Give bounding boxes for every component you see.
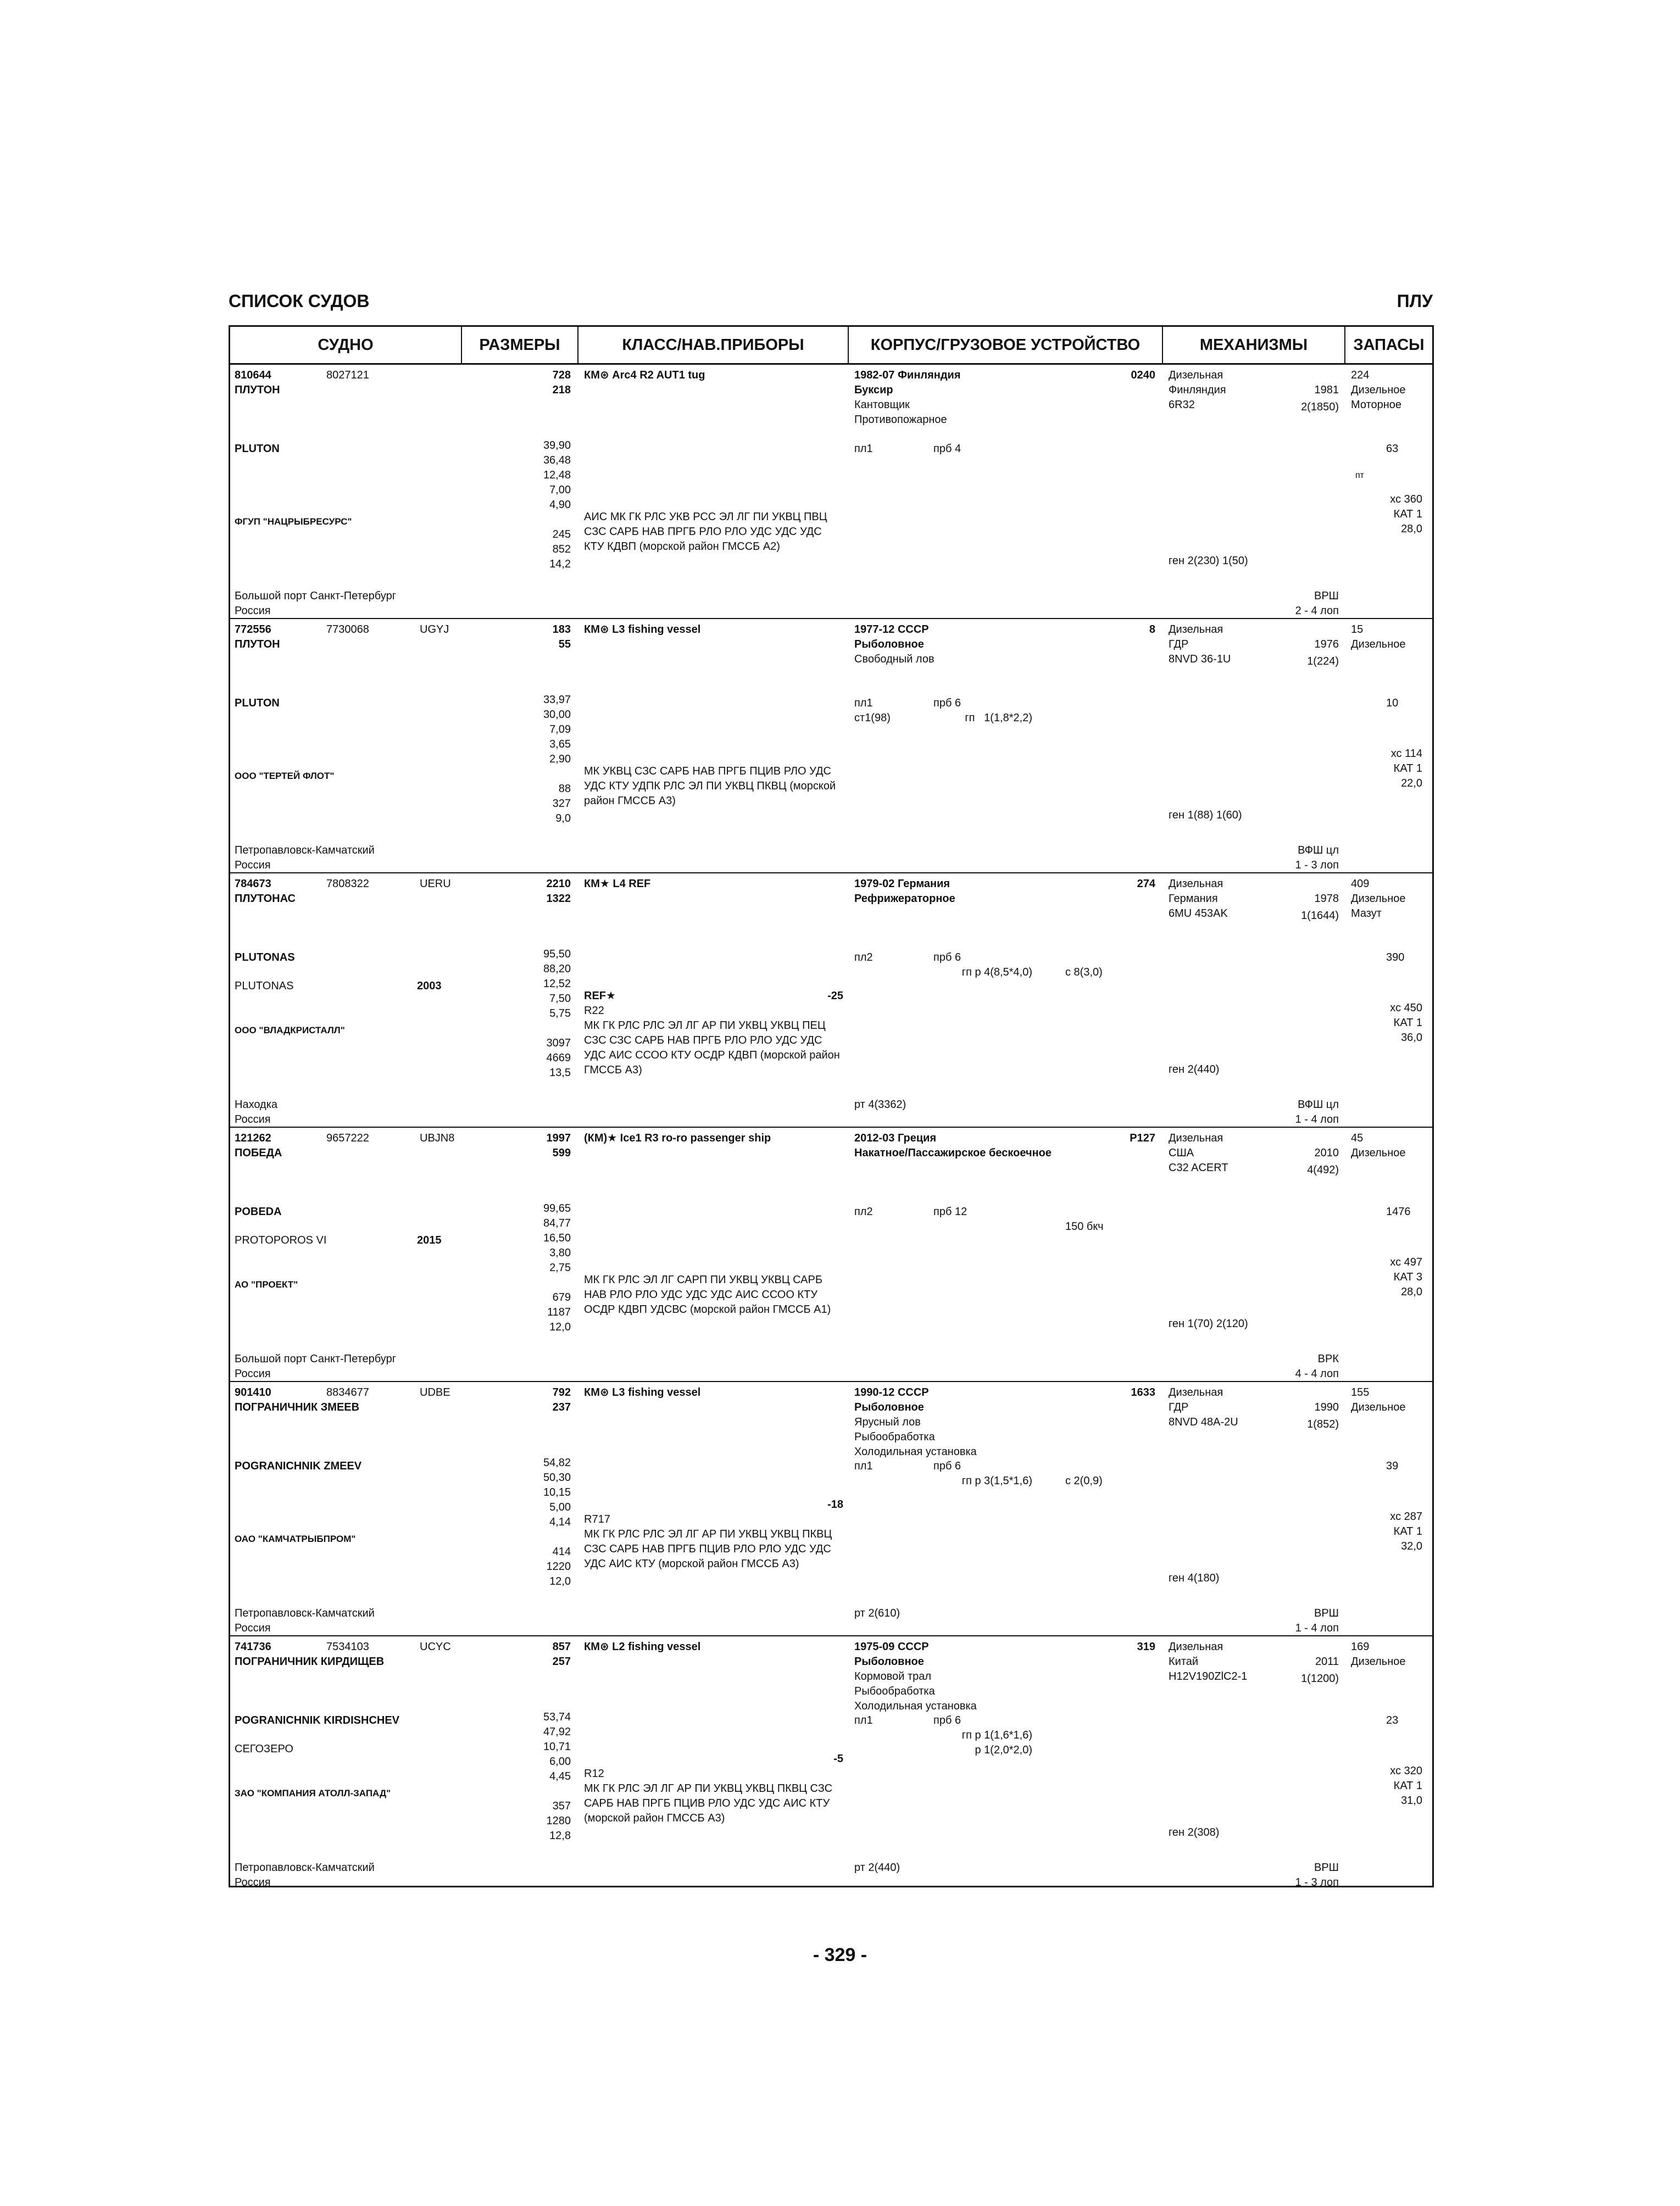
- registry-number: 784673: [235, 878, 271, 890]
- tonnage: 183 55: [552, 623, 571, 650]
- dimensions: 39,90 36,48 12,48 7,00 4,90: [543, 439, 571, 511]
- ship-type: Буксир: [854, 384, 893, 396]
- autonomy-crew: хс 114 КАТ 1 22,0: [1390, 748, 1422, 789]
- engine-power: 1(224): [1307, 655, 1339, 667]
- autonomy-crew: хс 450 КАТ 1 36,0: [1390, 1002, 1422, 1044]
- build-date-country: 1982-07 Финляндия: [854, 369, 961, 381]
- ship-class: КМ⊛ L3 fishing vessel: [584, 1386, 701, 1399]
- ship-name-ru: ПЛУТОНАС: [235, 893, 296, 905]
- column-header-machinery: МЕХАНИЗМЫ: [1199, 336, 1308, 354]
- column-header-dimensions: РАЗМЕРЫ: [479, 336, 560, 354]
- ship-name-ru: ПОГРАНИЧНИК ЗМЕЕВ: [235, 1401, 360, 1413]
- propeller-blades: 1 - 4 лоп: [1295, 1113, 1339, 1126]
- bulkheads: прб 4: [933, 443, 961, 455]
- ship-name-en: POGRANICHNIK ZMEEV: [235, 1460, 362, 1472]
- ship-type: Накатное/Пассажирское бескоечное: [854, 1147, 1052, 1159]
- water-capacity: 39: [1386, 1460, 1399, 1472]
- capacity: 414 1220 12,0: [546, 1546, 571, 1587]
- call-sign: UBJN8: [420, 1132, 455, 1144]
- table-header: [230, 327, 1432, 365]
- tonnage: 728 218: [552, 369, 571, 396]
- build-date-country: 1979-02 Германия: [854, 878, 950, 890]
- generators: ген 2(440): [1169, 1063, 1220, 1076]
- registry-number: 901410: [235, 1386, 271, 1399]
- home-port: Большой порт Санкт-Петербург: [235, 590, 397, 602]
- propeller: ВФШ цл: [1298, 844, 1339, 856]
- refrigerated-holds: рт 4(3362): [854, 1099, 906, 1111]
- capacity: 679 1187 12,0: [547, 1291, 571, 1333]
- build-date-country: 1990-12 СССР: [854, 1386, 929, 1399]
- hatches: гп р 1(1,6*1,6) р 1(2,0*2,0): [961, 1729, 1032, 1756]
- generators: ген 2(230) 1(50): [1169, 555, 1248, 567]
- build-date-country: 1975-09 СССР: [854, 1641, 929, 1653]
- ship-type: Рыболовное: [854, 638, 924, 650]
- ship-name-ru: ПЛУТОН: [235, 638, 280, 650]
- autonomy-crew: хс 287 КАТ 1 32,0: [1390, 1511, 1422, 1552]
- ship-name-ru: ПОГРАНИЧНИК КИРДИЩЕВ: [235, 1656, 385, 1668]
- ship-purpose: Свободный лов: [854, 653, 934, 665]
- engine-power: 1(1644): [1301, 910, 1339, 922]
- ship-name-en: PLUTON: [235, 443, 280, 455]
- water-capacity: 23: [1386, 1714, 1399, 1726]
- oil-type: Моторное: [1351, 399, 1402, 411]
- fuel-capacity: 169: [1351, 1641, 1370, 1653]
- hatches: гп р 4(8,5*4,0): [961, 966, 1032, 978]
- propeller-blades: 1 - 3 лоп: [1295, 859, 1339, 871]
- dimensions: 33,97 30,00 7,09 3,65 2,90: [543, 694, 571, 765]
- registry-number: 810644: [235, 369, 271, 381]
- fuel-type: Дизельное: [1351, 1656, 1406, 1668]
- engine-type: Дизельная: [1169, 369, 1223, 381]
- nav-equipment: МК УКВЦ СЗС САРБ НАВ ПРГБ ПЦИВ РЛО УДС УДС КТУ УДПК РЛС ЭЛ ПИ УКВЦ ПКВЦ (морской район ГМССБ А3): [584, 765, 836, 807]
- propeller-blades: 4 - 4 лоп: [1295, 1368, 1339, 1380]
- ship-owner: ЗАО "КОМПАНИЯ АТОЛЛ-ЗАПАД": [235, 1788, 391, 1798]
- yard-number: P127: [1130, 1132, 1155, 1144]
- ship-owner: ОАО "КАМЧАТРЫБПРОМ": [235, 1534, 356, 1544]
- engine-year: 1990: [1314, 1401, 1339, 1413]
- autonomy-crew: хс 360 КАТ 1 28,0: [1390, 493, 1422, 535]
- yard-number: 8: [1149, 623, 1155, 636]
- fuel-capacity: 15: [1351, 623, 1364, 636]
- decks: пл2: [854, 951, 873, 963]
- propeller: ВРК: [1317, 1353, 1339, 1365]
- imo-number: 8834677: [326, 1386, 369, 1399]
- imo-number: 8027121: [326, 369, 369, 381]
- call-sign: UDBE: [420, 1386, 450, 1399]
- ship-purpose: Кантовщик Противопожарное: [854, 399, 947, 426]
- engine-power: 1(1200): [1301, 1673, 1339, 1685]
- home-port: Находка: [235, 1099, 278, 1111]
- ship-class: КМ★ L4 REF: [584, 878, 651, 890]
- hatches: гп р 3(1,5*1,6): [961, 1475, 1032, 1487]
- engine-country: Германия: [1169, 893, 1218, 905]
- propeller: ВРШ: [1314, 1607, 1339, 1619]
- ship-class: (КМ)★ Ice1 R3 ro-ro passenger ship: [584, 1132, 771, 1144]
- ship-record: [230, 1636, 1432, 1891]
- home-port: Петропавловск-Камчатский: [235, 1607, 375, 1619]
- fuel-type: Дизельное: [1351, 384, 1406, 396]
- home-port: Петропавловск-Камчатский: [235, 844, 375, 856]
- decks: пл1: [854, 697, 873, 709]
- engine-power: 4(492): [1307, 1164, 1339, 1176]
- flag-country: Россия: [235, 1113, 271, 1126]
- ship-purpose: Кормовой трал Рыбообработка Холодильная установка: [854, 1670, 977, 1712]
- autonomy-crew: хс 320 КАТ 1 31,0: [1390, 1765, 1422, 1807]
- fuel-capacity: 45: [1351, 1132, 1364, 1144]
- refrigeration-temperature: -5: [833, 1753, 843, 1765]
- ship-record: [230, 619, 1432, 873]
- engine-year: 2010: [1314, 1147, 1339, 1159]
- dimensions: 99,65 84,77 16,50 3,80 2,75: [543, 1202, 571, 1274]
- water-capacity: 63: [1386, 443, 1399, 455]
- refrigerant: R717: [584, 1513, 610, 1525]
- ship-type: Рыболовное: [854, 1401, 924, 1413]
- refrigerated-holds: рт 2(440): [854, 1862, 900, 1874]
- call-sign: UERU: [420, 878, 451, 890]
- dimensions: 95,50 88,20 12,52 7,50 5,75: [543, 948, 571, 1020]
- decks: пл1: [854, 1460, 873, 1472]
- tonnage: 792 237: [552, 1386, 571, 1413]
- fuel-type: Дизельное: [1351, 1401, 1406, 1413]
- water-capacity: 390: [1386, 951, 1405, 963]
- former-name-year: 2003: [417, 980, 442, 992]
- yard-number: 274: [1137, 878, 1155, 890]
- hatches: гп 1(1,8*2,2): [965, 712, 1032, 724]
- page-number: - 329 -: [813, 1945, 867, 1965]
- water-capacity: 1476: [1386, 1206, 1411, 1218]
- fuel-type: Дизельное: [1351, 893, 1406, 905]
- engine-type: Дизельная: [1169, 1132, 1223, 1144]
- registry-number: 772556: [235, 623, 271, 636]
- engine-model: 6MU 453AK: [1169, 907, 1228, 920]
- engine-type: Дизельная: [1169, 623, 1223, 636]
- yard-number: 1633: [1131, 1386, 1155, 1399]
- engine-year: 1981: [1314, 384, 1339, 396]
- ship-name-en: PLUTON: [235, 697, 280, 709]
- engine-power: 1(852): [1307, 1418, 1339, 1430]
- bulkheads: прб 12: [933, 1206, 967, 1218]
- tonnage: 2210 1322: [546, 878, 571, 905]
- engine-country: ГДР: [1169, 1401, 1189, 1413]
- ship-class: КМ⊛ L3 fishing vessel: [584, 623, 701, 636]
- engine-power: 2(1850): [1301, 401, 1339, 413]
- fuel-capacity: 224: [1351, 369, 1370, 381]
- ship-record: [230, 365, 1432, 619]
- oil-type: Мазут: [1351, 907, 1382, 920]
- nav-equipment: МК ГК РЛС ЭЛ ЛГ АР ПИ УКВЦ УКВЦ ПКВЦ СЗС САРБ НАВ ПРГБ ПЦИВ РЛО УДС УДС АИС КТУ (морской район ГМССБ А3): [584, 1782, 833, 1824]
- ship-class: КМ⊛ Arc4 R2 AUT1 tug: [584, 369, 705, 381]
- former-name: PLUTONAS: [235, 980, 294, 992]
- propeller-blades: 2 - 4 лоп: [1295, 605, 1339, 617]
- ship-class: КМ⊛ L2 fishing vessel: [584, 1641, 701, 1653]
- engine-country: Китай: [1169, 1656, 1199, 1668]
- former-name: PROTOPOROS VI: [235, 1234, 327, 1246]
- capacity: 88 327 9,0: [552, 783, 571, 825]
- ship-purpose: Ярусный лов Рыбообработка Холодильная установка: [854, 1416, 977, 1458]
- ship-record: [230, 1382, 1432, 1636]
- ship-owner: ООО "ТЕРТЕЙ ФЛОТ": [235, 771, 335, 781]
- dimensions: 53,74 47,92 10,71 6,00 4,45: [543, 1711, 571, 1782]
- bulkheads: прб 6: [933, 697, 961, 709]
- flag-country: Россия: [235, 605, 271, 617]
- nav-equipment: МК ГК РЛС ЭЛ ЛГ САРП ПИ УКВЦ УКВЦ САРБ НАВ РЛО РЛО УДС УДС УДС АИС ССОО КТУ ОСДР КДВП УДСВС (морской район ГМССБ А1): [584, 1274, 831, 1316]
- ship-name-ru: ПЛУТОН: [235, 384, 280, 396]
- engine-country: ГДР: [1169, 638, 1189, 650]
- holds: ст1(98): [854, 712, 891, 724]
- imo-number: 9657222: [326, 1132, 369, 1144]
- ship-record: [230, 873, 1432, 1128]
- supply-note: пт: [1355, 471, 1364, 480]
- ship-name-ru: ПОБЕДА: [235, 1147, 282, 1159]
- nav-equipment: АИС МК ГК РЛС УКВ РСС ЭЛ ЛГ ПИ УКВЦ ПВЦ СЗС САРБ НАВ ПРГБ РЛО РЛО УДС УДС УДС КТУ КДВП (морской район ГМССБ А2): [584, 511, 827, 553]
- registry-number: 121262: [235, 1132, 271, 1144]
- ship-name-en: POGRANICHNIK KIRDISHCHEV: [235, 1714, 400, 1726]
- page-section-code: ПЛУ: [1397, 291, 1433, 311]
- refrigerated-holds: рт 2(610): [854, 1607, 900, 1619]
- engine-model: 6R32: [1169, 399, 1195, 411]
- decks: пл1: [854, 1714, 873, 1726]
- former-name-year: 2015: [417, 1234, 442, 1246]
- ship-type: Рефрижераторное: [854, 893, 955, 905]
- refrigeration-temperature: -25: [827, 990, 843, 1002]
- cargo-gear: с 2(0,9): [1065, 1475, 1103, 1487]
- ship-owner: АО "ПРОЕКТ": [235, 1279, 298, 1290]
- home-port: Большой порт Санкт-Петербург: [235, 1353, 397, 1365]
- engine-type: Дизельная: [1169, 878, 1223, 890]
- build-date-country: 2012-03 Греция: [854, 1132, 937, 1144]
- refrigerant: R22: [584, 1005, 604, 1017]
- refrigeration-temperature: -18: [827, 1498, 843, 1511]
- ship-record: [230, 1128, 1432, 1382]
- propeller-blades: 1 - 3 лоп: [1295, 1876, 1339, 1889]
- registry-number: 741736: [235, 1641, 271, 1653]
- flag-country: Россия: [235, 1622, 271, 1634]
- imo-number: 7808322: [326, 878, 369, 890]
- call-sign: UGYJ: [420, 623, 449, 636]
- yard-number: 319: [1137, 1641, 1155, 1653]
- engine-year: 1976: [1314, 638, 1339, 650]
- imo-number: 7534103: [326, 1641, 369, 1653]
- engine-country: Финляндия: [1169, 384, 1226, 396]
- column-header-class: КЛАСС/НАВ.ПРИБОРЫ: [622, 336, 804, 354]
- engine-model: 8NVD 36-1U: [1169, 653, 1231, 665]
- bulkheads: прб 6: [933, 1460, 961, 1472]
- ship-owner: ФГУП "НАЦРЫБРЕСУРС": [235, 516, 352, 527]
- fuel-type: Дизельное: [1351, 638, 1406, 650]
- cargo-gear: с 8(3,0): [1065, 966, 1103, 978]
- engine-year: 2011: [1315, 1656, 1339, 1668]
- bulkheads: прб 6: [933, 951, 961, 963]
- fuel-type: Дизельное: [1351, 1147, 1406, 1159]
- nav-equipment: МК ГК РЛС РЛС ЭЛ ЛГ АР ПИ УКВЦ УКВЦ ПКВЦ СЗС САРБ НАВ ПРГБ ПЦИВ РЛО РЛО УДС УДС УДС АИС КТУ (морской район ГМССБ А3): [584, 1528, 832, 1570]
- autonomy-crew: хс 497 КАТ 3 28,0: [1390, 1256, 1422, 1298]
- propeller: ВРШ: [1314, 590, 1339, 602]
- former-name: СЕГОЗЕРО: [235, 1743, 293, 1755]
- engine-type: Дизельная: [1169, 1641, 1223, 1653]
- flag-country: Россия: [235, 1876, 271, 1889]
- build-date-country: 1977-12 СССР: [854, 623, 929, 636]
- propeller-blades: 1 - 4 лоп: [1295, 1622, 1339, 1634]
- imo-number: 7730068: [326, 623, 369, 636]
- refrigerant: R12: [584, 1768, 604, 1780]
- capacity: 357 1280 12,8: [546, 1800, 571, 1842]
- engine-model: C32 ACERT: [1169, 1162, 1228, 1174]
- flag-country: Россия: [235, 1368, 271, 1380]
- yard-number: 0240: [1131, 369, 1155, 381]
- cargo-gear: 150 бкч: [1065, 1221, 1104, 1233]
- bulkheads: прб 6: [933, 1714, 961, 1726]
- column-header-hull: КОРПУС/ГРУЗОВОЕ УСТРОЙСТВО: [870, 336, 1141, 354]
- decks: пл1: [854, 443, 873, 455]
- refrigeration-class: REF★: [584, 990, 616, 1002]
- generators: ген 1(88) 1(60): [1169, 809, 1242, 821]
- generators: ген 2(308): [1169, 1826, 1220, 1839]
- generators: ген 1(70) 2(120): [1169, 1318, 1248, 1330]
- ship-name-en: PLUTONAS: [235, 951, 295, 963]
- page-title: СПИСОК СУДОВ: [229, 291, 370, 311]
- flag-country: Россия: [235, 859, 271, 871]
- fuel-capacity: 155: [1351, 1386, 1370, 1399]
- ship-type: Рыболовное: [854, 1656, 924, 1668]
- ship-register-table: [229, 325, 1434, 1887]
- water-capacity: 10: [1386, 697, 1399, 709]
- capacity: 245 852 14,2: [549, 528, 571, 570]
- ship-name-en: POBEDA: [235, 1206, 282, 1218]
- home-port: Петропавловск-Камчатский: [235, 1862, 375, 1874]
- tonnage: 1997 599: [546, 1132, 571, 1159]
- call-sign: UCYC: [420, 1641, 451, 1653]
- capacity: 3097 4669 13,5: [546, 1037, 571, 1079]
- engine-model: H12V190ZlC2-1: [1169, 1670, 1248, 1683]
- generators: ген 4(180): [1169, 1572, 1220, 1584]
- column-header-ship: СУДНО: [318, 336, 374, 354]
- fuel-capacity: 409: [1351, 878, 1370, 890]
- decks: пл2: [854, 1206, 873, 1218]
- engine-model: 8NVD 48A-2U: [1169, 1416, 1238, 1428]
- ship-owner: ООО "ВЛАДКРИСТАЛЛ": [235, 1025, 345, 1035]
- engine-country: США: [1169, 1147, 1194, 1159]
- dimensions: 54,82 50,30 10,15 5,00 4,14: [543, 1457, 571, 1528]
- propeller: ВРШ: [1314, 1862, 1339, 1874]
- nav-equipment: МК ГК РЛС РЛС ЭЛ ЛГ АР ПИ УКВЦ УКВЦ ПЕЦ СЗС СЗС САРБ НАВ ПРГБ РЛО РЛО УДС УДС УДС АИС ССОО КТУ ОСДР КДВП (морской район ГМССБ А3): [584, 1020, 840, 1076]
- propeller: ВФШ цл: [1298, 1099, 1339, 1111]
- engine-type: Дизельная: [1169, 1386, 1223, 1399]
- engine-year: 1978: [1314, 893, 1339, 905]
- tonnage: 857 257: [552, 1641, 571, 1668]
- column-header-supplies: ЗАПАСЫ: [1353, 336, 1425, 354]
